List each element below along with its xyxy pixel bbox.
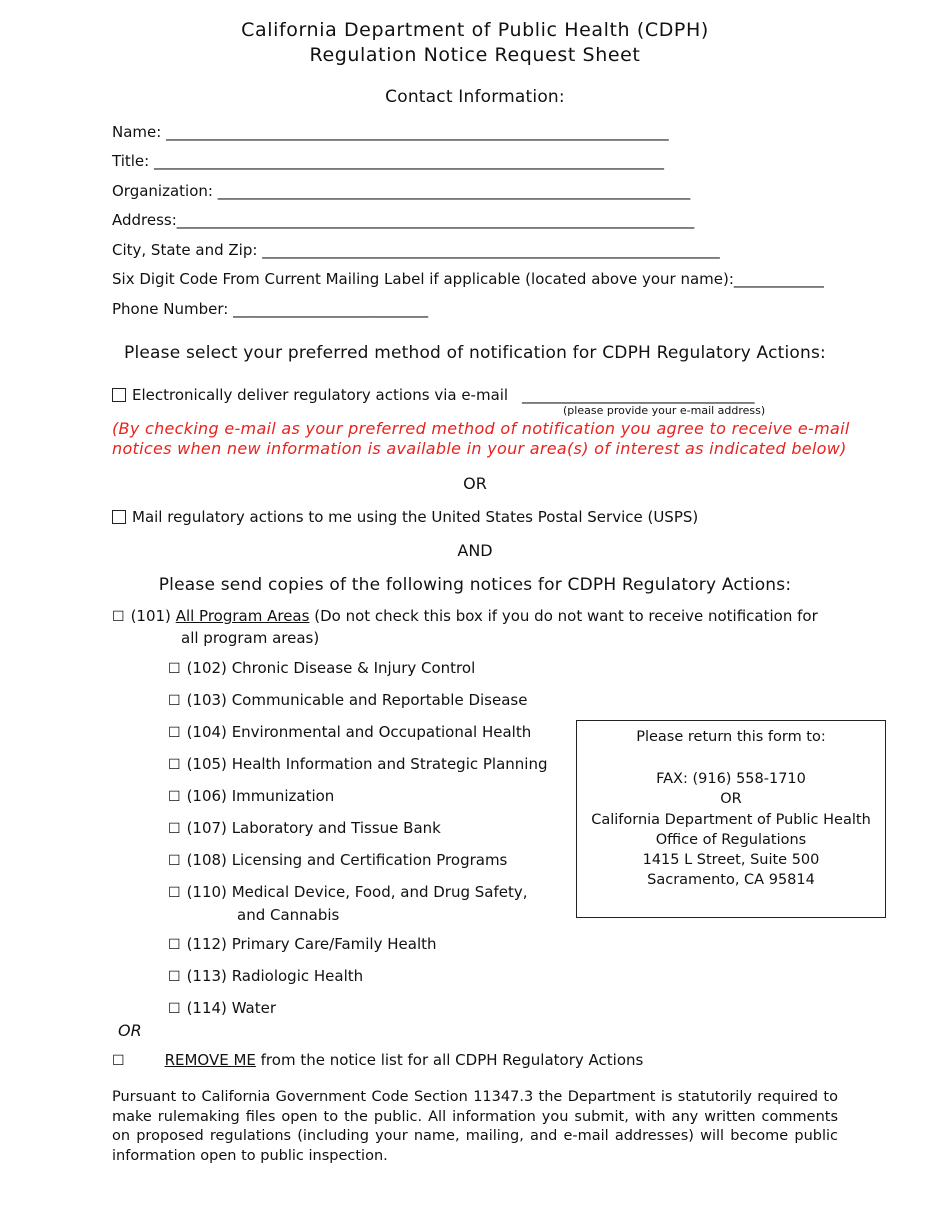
contact-heading: Contact Information: — [385, 87, 565, 107]
notice-item-code: (104) — [186, 723, 227, 741]
notice-item[interactable] — [168, 691, 527, 709]
email-notice-line2: notices when new information is available in your area(s) of interest as indicated below) — [112, 439, 847, 458]
remove-me-text: from the notice list for all CDPH Regulatory Actions — [260, 1051, 644, 1069]
notice-item[interactable] — [168, 819, 441, 837]
mailing-code-input-line[interactable]: ____________ — [733, 270, 824, 288]
notification-heading: Please select your preferred method of notification for CDPH Regulatory Actions: — [124, 343, 826, 363]
notice-item-checkbox[interactable]: ☐ — [168, 821, 181, 837]
notice-item-label-line2: and Cannabis — [237, 906, 340, 924]
notice-item-label: Health Information and Strategic Planning — [231, 755, 548, 773]
notice-item[interactable] — [168, 787, 334, 805]
notice-item[interactable] — [168, 883, 528, 901]
address-input-line[interactable]: _____________________________________________________________________ — [176, 211, 695, 229]
address-label: Address: — [112, 211, 177, 229]
mailing-code-field[interactable] — [112, 270, 824, 288]
return-street: 1415 L Street, Suite 500 — [642, 852, 820, 868]
return-or: OR — [720, 791, 742, 807]
organization-field[interactable] — [112, 182, 690, 200]
email-notice-line1: (By checking e-mail as your preferred method of notification you agree to receive e-mail — [112, 419, 850, 438]
or-remove-divider: OR — [118, 1021, 142, 1040]
page-subtitle: Regulation Notice Request Sheet — [309, 44, 641, 66]
all-program-areas-note: (Do not check this box if you do not want to receive notification for — [314, 607, 818, 625]
notice-item-label: Water — [231, 999, 277, 1017]
notice-item-code: (105) — [186, 755, 227, 773]
city-state-zip-input-line[interactable]: _____________________________________________________________ — [262, 241, 720, 259]
all-program-areas-label: All Program Areas — [175, 607, 310, 625]
mailing-code-label: Six Digit Code From Current Mailing Label if applicable (located above your name): — [112, 270, 734, 288]
title-label: Title: — [112, 152, 150, 170]
notice-item-label: Immunization — [231, 787, 335, 805]
email-address-input-line[interactable]: _______________________________ — [522, 386, 755, 404]
phone-input-line[interactable]: __________________________ — [233, 300, 429, 318]
name-input-line[interactable]: ___________________________________________________________________ — [166, 123, 669, 141]
notice-item[interactable] — [168, 723, 531, 741]
notice-item-code: (108) — [186, 851, 227, 869]
notice-item-label: Radiologic Health — [231, 967, 364, 985]
and-divider: AND — [457, 541, 493, 560]
remove-me-label: REMOVE ME — [164, 1051, 256, 1069]
public-records-notice: Pursuant to California Government Code Section 11347.3 the Department is statutorily required to make rulemaking files open to the public. All information you submit, with any written comments on proposed regulations (including your name, mailing, and e-mail addresses) will become public information open to public inspection. — [112, 1089, 838, 1164]
notice-item-checkbox[interactable]: ☐ — [168, 937, 181, 953]
return-office: Office of Regulations — [655, 832, 807, 848]
notice-item[interactable] — [168, 935, 437, 953]
notice-item[interactable] — [168, 967, 363, 985]
notice-item-checkbox[interactable]: ☐ — [168, 661, 181, 677]
notice-item-checkbox[interactable]: ☐ — [168, 757, 181, 773]
mail-option-label: Mail regulatory actions to me using the United States Postal Service (USPS) — [132, 508, 699, 526]
notices-heading: Please send copies of the following notices for CDPH Regulatory Actions: — [158, 575, 792, 595]
notice-item[interactable] — [168, 659, 475, 677]
notice-item-checkbox[interactable]: ☐ — [168, 969, 181, 985]
mail-option[interactable] — [112, 508, 698, 526]
notice-item-code: (114) — [186, 999, 227, 1017]
notice-item-label: Laboratory and Tissue Bank — [231, 819, 441, 837]
all-program-areas-code: (101) — [130, 607, 171, 625]
notice-item-label: Communicable and Reportable Disease — [231, 691, 528, 709]
all-program-areas-note-line2: all program areas) — [181, 629, 320, 647]
email-option-label: Electronically deliver regulatory actions via e-mail — [132, 386, 509, 404]
notice-item-checkbox[interactable]: ☐ — [168, 789, 181, 805]
notice-item[interactable] — [168, 755, 548, 773]
notice-item-checkbox[interactable]: ☐ — [168, 853, 181, 869]
notice-item-label: Environmental and Occupational Health — [231, 723, 532, 741]
notice-item-code: (112) — [186, 935, 227, 953]
city-state-zip-field[interactable] — [112, 241, 720, 259]
return-address-panel — [576, 720, 886, 918]
name-label: Name: — [112, 123, 162, 141]
notice-item[interactable] — [168, 851, 507, 869]
notice-item-code: (106) — [186, 787, 227, 805]
phone-field[interactable] — [112, 300, 428, 318]
all-program-areas-checkbox[interactable]: ☐ — [112, 609, 125, 625]
organization-input-line[interactable]: _______________________________________________________________ — [217, 182, 691, 200]
email-option[interactable] — [112, 386, 508, 404]
remove-me-option[interactable] — [112, 1051, 643, 1069]
notice-item-code: (110) — [186, 883, 227, 901]
remove-me-checkbox[interactable]: ☐ — [112, 1053, 125, 1069]
return-heading: Please return this form to: — [636, 729, 826, 745]
title-field[interactable] — [112, 152, 664, 170]
notice-item-code: (113) — [186, 967, 227, 985]
notice-item-code: (103) — [186, 691, 227, 709]
or-divider: OR — [463, 474, 487, 493]
return-fax: FAX: (916) 558-1710 — [656, 771, 806, 787]
notice-item-label: Chronic Disease & Injury Control — [231, 659, 476, 677]
title-input-line[interactable]: ____________________________________________________________________ — [153, 152, 664, 170]
notice-item-checkbox[interactable]: ☐ — [168, 725, 181, 741]
notice-item-label: Medical Device, Food, and Drug Safety, — [231, 883, 528, 901]
city-state-zip-label: City, State and Zip: — [112, 241, 258, 259]
notice-item-checkbox[interactable]: ☐ — [168, 1001, 181, 1017]
email-checkbox[interactable] — [112, 388, 126, 402]
page-title: California Department of Public Health (CDPH) — [241, 19, 709, 41]
mail-checkbox[interactable] — [112, 510, 126, 524]
notice-item[interactable] — [168, 999, 276, 1017]
notice-item-checkbox[interactable]: ☐ — [168, 885, 181, 901]
organization-label: Organization: — [112, 182, 213, 200]
return-city: Sacramento, CA 95814 — [647, 872, 815, 888]
phone-label: Phone Number: — [112, 300, 229, 318]
notice-item-label: Primary Care/Family Health — [231, 935, 437, 953]
notice-item-label: Licensing and Certification Programs — [231, 851, 508, 869]
address-field[interactable] — [112, 211, 694, 229]
notice-item-checkbox[interactable]: ☐ — [168, 693, 181, 709]
email-address-hint: (please provide your e-mail address) — [563, 404, 766, 417]
name-field[interactable] — [112, 123, 669, 141]
all-program-areas-option[interactable] — [112, 607, 818, 625]
return-org: California Department of Public Health — [591, 812, 871, 828]
notice-item-code: (107) — [186, 819, 227, 837]
notice-item-code: (102) — [186, 659, 227, 677]
